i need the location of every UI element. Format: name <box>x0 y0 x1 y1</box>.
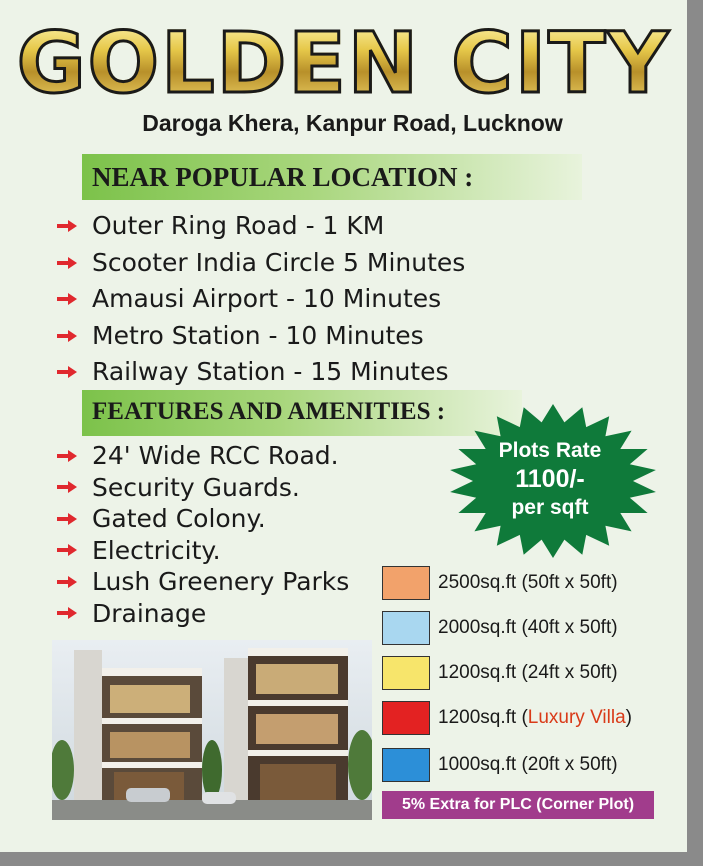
arrow-right-icon <box>56 292 78 306</box>
plot-size-label: 1200sq.ft (24ft x 50ft) <box>438 662 618 683</box>
size-swatch <box>382 701 430 735</box>
list-item <box>52 598 349 630</box>
arrow-right-icon <box>56 606 78 620</box>
size-swatch <box>382 611 430 645</box>
feature-label: Security Guards. <box>92 472 300 502</box>
arrow-right-icon <box>56 543 78 557</box>
feature-label: Gated Colony. <box>92 504 266 533</box>
list-item <box>52 318 465 355</box>
list-item <box>52 281 465 318</box>
location-label: Railway Station - 15 Minutes <box>92 357 449 386</box>
plot-size-row <box>382 748 682 788</box>
plot-size-row <box>382 611 682 651</box>
size-swatch <box>382 748 430 782</box>
size-swatch <box>382 656 430 690</box>
arrow-right-icon <box>56 480 78 494</box>
price-badge-label: Plots Rate <box>498 439 602 462</box>
arrow-right-icon <box>56 512 78 526</box>
feature-label: 24' Wide RCC Road. <box>92 441 339 470</box>
location-label: Scooter India Circle 5 Minutes <box>92 247 466 277</box>
features-list <box>52 440 349 629</box>
plot-size-label: 2000sq.ft (40ft x 50ft) <box>438 617 618 638</box>
plc-note: 5% Extra for PLC (Corner Plot) <box>382 791 654 819</box>
plot-size-row <box>382 701 682 741</box>
price-badge <box>448 438 652 522</box>
feature-label: Electricity. <box>92 535 221 565</box>
location-label: Amausi Airport - 10 Minutes <box>92 284 442 313</box>
luxury-villa-label: Luxury Villa <box>527 707 626 728</box>
plot-size-row <box>382 566 682 606</box>
near-location-heading: NEAR POPULAR LOCATION : <box>82 154 582 200</box>
arrow-right-icon <box>56 329 78 343</box>
list-item <box>52 208 465 245</box>
list-item <box>52 440 349 472</box>
plot-size-label: 2500sq.ft (50ft x 50ft) <box>438 572 618 593</box>
feature-label: Lush Greenery Parks <box>92 567 350 596</box>
price-badge-unit: per sqft <box>511 496 589 519</box>
arrow-right-icon <box>56 219 78 233</box>
location-label: Metro Station - 10 Minutes <box>92 320 424 350</box>
feature-label: Drainage <box>92 598 207 628</box>
list-item <box>52 245 465 282</box>
list-item <box>52 566 349 598</box>
list-item <box>52 472 349 504</box>
arrow-right-icon <box>56 365 78 379</box>
size-swatch <box>382 566 430 600</box>
plot-size-label: 1200sq.ft (Luxury Villa) <box>438 707 632 728</box>
location-list <box>52 208 465 391</box>
villa-render-image <box>52 640 372 820</box>
arrow-right-icon <box>56 449 78 463</box>
price-badge-value: 1100/- <box>515 465 585 493</box>
page-title: GOLDEN CITY <box>0 18 687 108</box>
arrow-right-icon <box>56 256 78 270</box>
location-label: Outer Ring Road - 1 KM <box>92 211 385 240</box>
address-subtitle: Daroga Khera, Kanpur Road, Lucknow <box>142 110 563 136</box>
list-item <box>52 503 349 535</box>
list-item <box>52 535 349 567</box>
plot-size-label: 1000sq.ft (20ft x 50ft) <box>438 754 618 775</box>
arrow-right-icon <box>56 575 78 589</box>
features-heading: FEATURES AND AMENITIES : <box>82 390 522 436</box>
plot-size-row <box>382 656 682 696</box>
list-item <box>52 354 465 391</box>
